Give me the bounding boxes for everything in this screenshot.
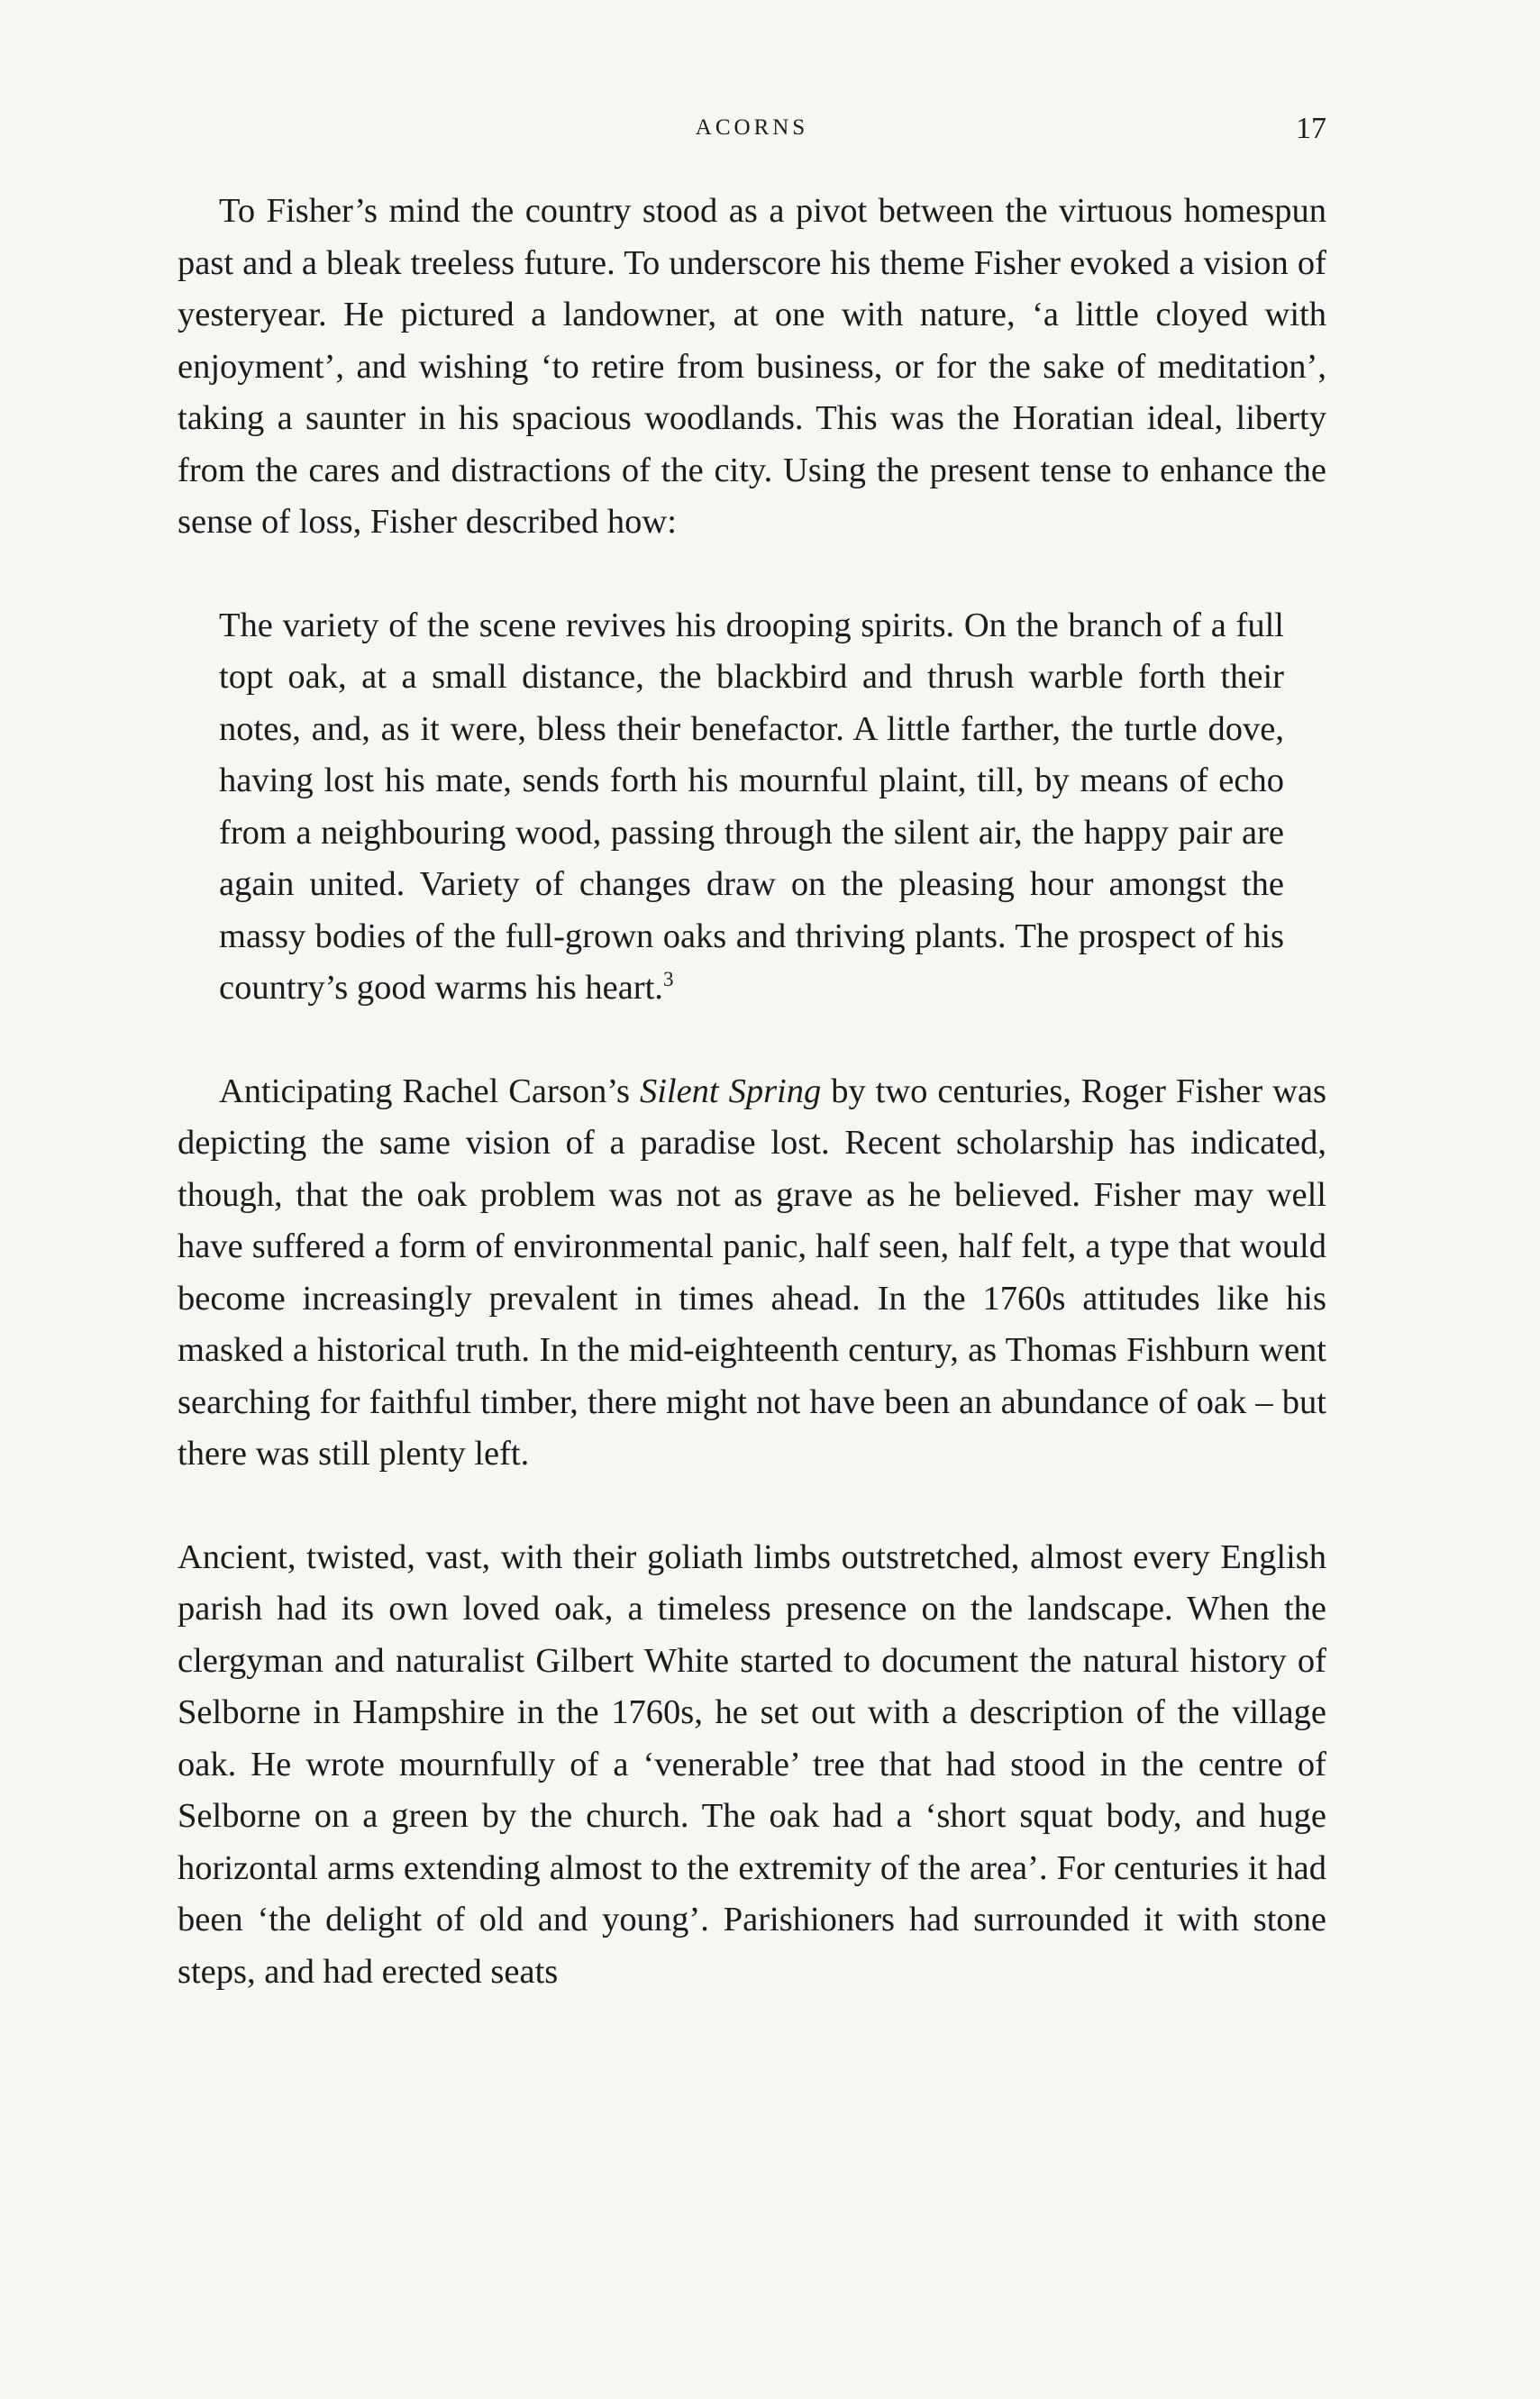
running-header (178, 106, 1326, 160)
paragraph-1: To Fisher’s mind the country stood as a pivot between the virtuous homespun past and a bleak treeless future. To underscore his theme Fisher evoked a vision of yesteryear. He pictured a landowner, at one with nature, ‘a little cloyed with enjoyment’, and wishing ‘to retire from business, or for the sake of meditation’, taking a saunter in his spacious woodlands. This was the Horatian ideal, liberty from the cares and distractions of the city. Using the present tense to enhance the sense of loss, Fisher described how: (178, 192, 1326, 541)
body-text (178, 186, 1326, 1998)
paragraph-3: Ancient, twisted, vast, with their goliath limbs outstretched, almost every English parish had its own loved oak, a timeless presence on the landscape. When the clergyman and naturalist Gilbert White started to document the natural history of Selborne in Hampshire in the 1760s, he set out with a description of the village oak. He wrote mournfully of a ‘venerable’ tree that had stood in the centre of Selborne on a green by the church. The oak had a ‘short squat body, and huge horizontal arms extending almost to the extremity of the area’. For centuries it had been ‘the delight of old and young’. Parishioners had surrounded it with stone steps, and had erected seats (178, 1537, 1326, 1991)
running-title: ACORNS (695, 115, 809, 140)
paragraph-2-rest: by two centuries, Roger Fisher was depicting the same vision of a paradise lost. Recent scholarship has indicated, though, that the oak problem was not as grave as he believed. Fisher may well have suffered a form of environmental panic, half seen, half felt, a type that would become increasingly prevalent in times ahead. In the 1760s attitudes like his masked a historical truth. In the mid-eighteenth century, as Thomas Fishburn went searching for faithful timber, there might not have been an abundance of oak – but there was still plenty left. (178, 1072, 1326, 1473)
footnote-marker: 3 (662, 967, 674, 991)
paragraph-2-lead: Anticipating Rachel Carson’s (219, 1072, 640, 1110)
paragraph-2 (178, 1066, 1326, 1481)
block-quote-text: The variety of the scene revives his drooping spirits. On the branch of a full topt oak, at a small distance, the blackbird and thrush warble forth their notes, and, as it were, bless their benefactor. A little farther, the turtle dove, having lost his mate, sends forth his mournful plaint, till, by means of echo from a neighbouring wood, passing through the silent air, the happy pair are again united. Variety of changes draw on the pleasing hour amongst the massy bodies of the full-grown oaks and thriving plants. The prospect of his country’s good warms his heart. (219, 606, 1284, 1007)
book-page (178, 106, 1326, 1998)
block-quote (219, 600, 1284, 1015)
page-number: 17 (1296, 112, 1326, 145)
book-title: Silent Spring (639, 1072, 822, 1110)
